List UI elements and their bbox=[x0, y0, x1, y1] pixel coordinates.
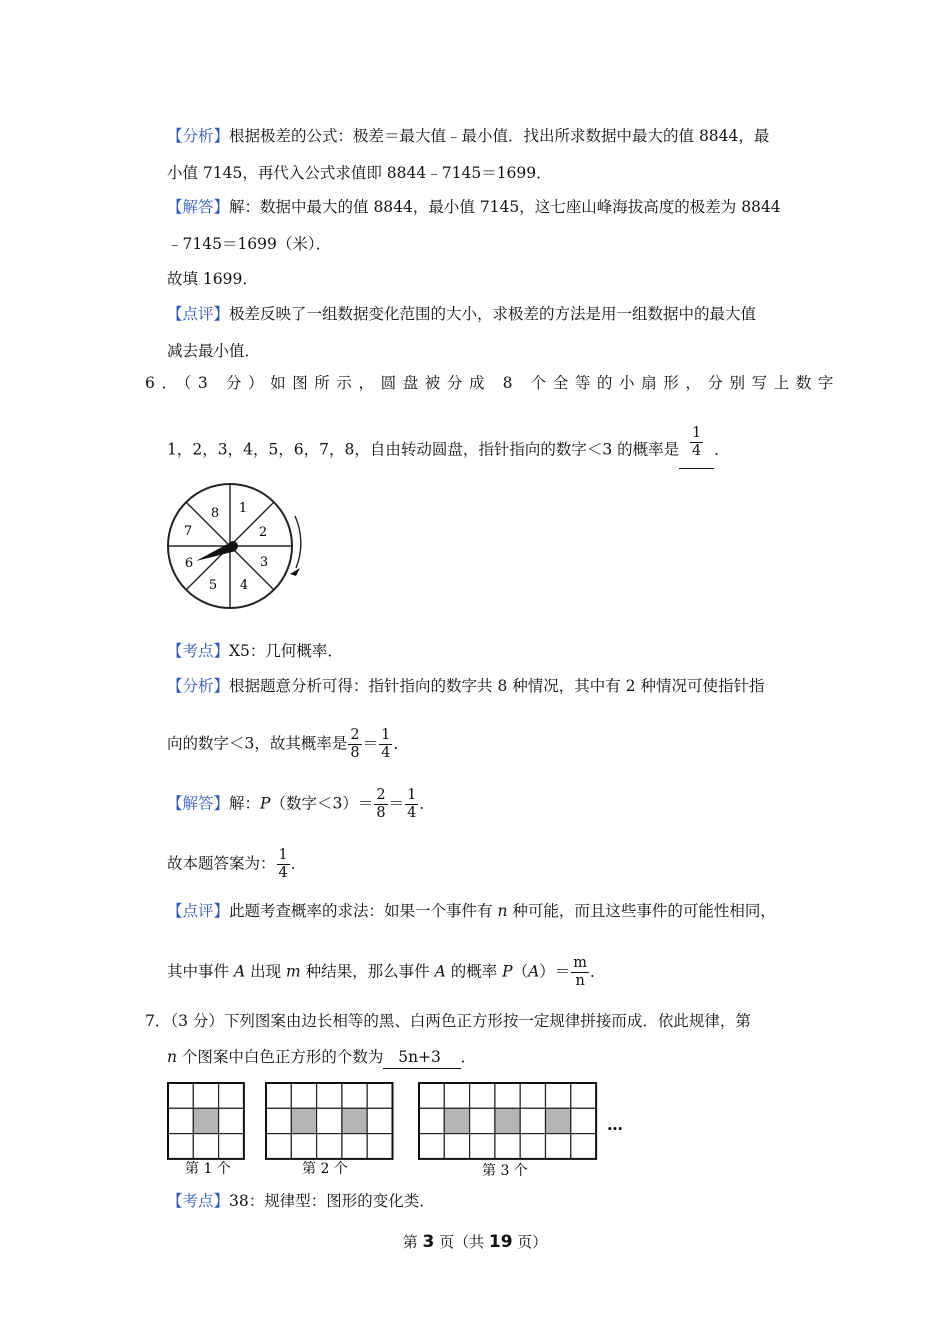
white-square bbox=[419, 1134, 444, 1159]
footer-text: 页） bbox=[512, 1233, 548, 1251]
fraction-denominator: n bbox=[575, 973, 585, 989]
white-square bbox=[546, 1134, 571, 1159]
white-square bbox=[317, 1108, 342, 1133]
q6-answer-blank bbox=[679, 425, 714, 469]
answer-text: 解： bbox=[229, 794, 261, 813]
spinner-number-5: 5 bbox=[208, 578, 218, 593]
white-square bbox=[444, 1083, 469, 1108]
white-square bbox=[571, 1108, 596, 1133]
pattern-figure-3 bbox=[419, 1083, 596, 1159]
fraction-numerator: 1 bbox=[278, 847, 288, 863]
spinner-number-2: 2 bbox=[258, 525, 268, 540]
answer-text: 解：数据中最大的值 8844，最小值 7145，这七座山峰海拔高度的极差为 8844 bbox=[229, 198, 781, 216]
fraction-1-4 bbox=[277, 847, 290, 882]
analysis-text: 根据极差的公式：极差＝最大值﹣最小值．找出所求数据中最大的值 8844，最 bbox=[229, 127, 770, 145]
q6-stem-line-1: 6．（3 分）如图所示，圆盘被分成 8 个全等的小扇形，分别写上数字 bbox=[145, 374, 841, 392]
white-square bbox=[367, 1083, 392, 1108]
pattern-figures bbox=[165, 1080, 635, 1185]
white-square bbox=[520, 1083, 545, 1108]
q7-answer: 5n+3 bbox=[398, 1048, 441, 1066]
variable-A: A bbox=[528, 962, 540, 981]
fraction-numerator: 1 bbox=[692, 425, 702, 441]
white-square bbox=[317, 1134, 342, 1159]
white-square bbox=[291, 1134, 316, 1159]
period: ． bbox=[290, 854, 307, 873]
answer-line-2: ﹣7145＝1699（米）． bbox=[167, 235, 332, 253]
q6-analysis-line bbox=[167, 675, 764, 697]
white-square bbox=[419, 1083, 444, 1108]
kaodian-tag: 【考点】 bbox=[167, 642, 230, 660]
q6-stem-line-2 bbox=[167, 425, 730, 469]
period: ． bbox=[393, 734, 409, 753]
period: ． bbox=[590, 962, 606, 981]
analysis-line-2: 小值 7145，再代入公式求值即 8844﹣7145＝1699． bbox=[167, 164, 552, 182]
spinner-number-3: 3 bbox=[259, 555, 269, 570]
gray-square bbox=[546, 1108, 571, 1133]
equals: ＝ bbox=[362, 734, 379, 753]
fraction-numerator: 1 bbox=[407, 787, 417, 803]
white-square bbox=[470, 1083, 495, 1108]
answer-tag: 【解答】 bbox=[167, 198, 230, 216]
white-square bbox=[470, 1108, 495, 1133]
equals: ＝ bbox=[388, 794, 405, 813]
white-square bbox=[219, 1108, 244, 1133]
comment-tag: 【点评】 bbox=[167, 305, 230, 323]
q7-end: ． bbox=[460, 1048, 477, 1066]
fraction-denominator: 4 bbox=[407, 805, 417, 821]
comment-text: （ bbox=[512, 962, 529, 981]
white-square bbox=[419, 1108, 444, 1133]
comment-text: 出现 bbox=[245, 962, 286, 981]
kaodian-tag: 【考点】 bbox=[167, 1192, 230, 1210]
analysis-line bbox=[167, 125, 769, 147]
fraction-denominator: 8 bbox=[350, 745, 360, 761]
figure-label-2: 第 2 个 bbox=[302, 1161, 348, 1177]
q6-conclusion-line bbox=[167, 847, 306, 882]
fraction-2-8 bbox=[374, 787, 387, 822]
fraction-1-4 bbox=[405, 787, 418, 822]
footer-text: 页（共 bbox=[434, 1233, 489, 1251]
gray-square bbox=[291, 1108, 316, 1133]
analysis-tag: 【分析】 bbox=[167, 677, 230, 695]
ellipsis: … bbox=[607, 1115, 623, 1134]
figure-label-3: 第 3 个 bbox=[482, 1163, 528, 1179]
kaodian-text: 38：规律型：图形的变化类． bbox=[229, 1192, 435, 1210]
white-square bbox=[546, 1083, 571, 1108]
variable-A: A bbox=[434, 962, 446, 981]
comment-line bbox=[167, 303, 756, 325]
white-square bbox=[367, 1108, 392, 1133]
q6-analysis-line-2 bbox=[167, 727, 409, 762]
answer-text: （数字＜3）＝ bbox=[270, 794, 374, 813]
probability-symbol: P bbox=[502, 962, 513, 981]
spinner-number-4: 4 bbox=[239, 578, 249, 593]
page-footer bbox=[0, 1231, 950, 1252]
fraction-numerator: 2 bbox=[376, 787, 386, 803]
white-square bbox=[266, 1108, 291, 1133]
comment-text: ）＝ bbox=[539, 962, 571, 981]
q6-kaodian-line bbox=[167, 640, 343, 662]
pattern-figure-2 bbox=[266, 1083, 393, 1159]
fraction-denominator: 8 bbox=[376, 805, 386, 821]
white-square bbox=[193, 1083, 218, 1108]
q6-end: ． bbox=[714, 440, 730, 459]
rotation-arrowhead bbox=[290, 568, 300, 576]
variable-n: n bbox=[167, 1048, 177, 1066]
answer-tag: 【解答】 bbox=[167, 794, 230, 813]
white-square bbox=[342, 1083, 367, 1108]
variable-A: A bbox=[233, 962, 246, 981]
fraction-numerator: 2 bbox=[350, 727, 360, 743]
fraction-denominator: 4 bbox=[381, 745, 391, 761]
gray-square bbox=[495, 1108, 520, 1133]
white-square bbox=[520, 1134, 545, 1159]
probability-symbol: P bbox=[260, 794, 271, 813]
variable-n: n bbox=[497, 902, 508, 920]
comment-text: 此题考查概率的求法：如果一个事件有 bbox=[229, 902, 498, 920]
white-square bbox=[470, 1134, 495, 1159]
q6-answer-line bbox=[167, 787, 435, 822]
white-square bbox=[444, 1134, 469, 1159]
q6-comment-line bbox=[167, 900, 776, 922]
comment-text: 种可能，而且这些事件的可能性相同， bbox=[507, 902, 776, 920]
analysis-text: 向的数字＜3，故其概率是 bbox=[167, 734, 348, 753]
white-square bbox=[219, 1083, 244, 1108]
white-square bbox=[367, 1134, 392, 1159]
white-square bbox=[168, 1108, 193, 1133]
spinner-pivot bbox=[228, 541, 238, 551]
fraction-denominator: 4 bbox=[692, 443, 702, 459]
comment-line-2: 减去最小值． bbox=[167, 342, 261, 360]
variable-m: m bbox=[286, 962, 301, 981]
figure-label-1: 第 1 个 bbox=[185, 1161, 231, 1177]
fraction-m-n bbox=[571, 955, 589, 990]
q7-stem-line-1: 7．（3 分）下列图案由边长相等的黑、白两色正方形按一定规律拼接而成．依此规律，第 bbox=[145, 1012, 751, 1030]
white-square bbox=[495, 1083, 520, 1108]
white-square bbox=[219, 1134, 244, 1159]
q7-stem-text: 个图案中白色正方形的个数为 bbox=[176, 1048, 384, 1066]
spinner-figure bbox=[163, 478, 313, 613]
analysis-text: 根据题意分析可得：指针指向的数字共 8 种情况，其中有 2 种情况可使指针指 bbox=[229, 677, 765, 695]
q7-answer-blank bbox=[383, 1046, 460, 1069]
white-square bbox=[571, 1134, 596, 1159]
white-square bbox=[168, 1134, 193, 1159]
fill-line: 故填 1699． bbox=[167, 270, 258, 288]
spinner-number-7: 7 bbox=[183, 524, 193, 539]
q6-comment-line-2 bbox=[167, 955, 606, 990]
comment-text: 的概率 bbox=[445, 962, 503, 981]
total-pages: 19 bbox=[488, 1232, 513, 1252]
conclusion-text: 故本题答案为： bbox=[167, 854, 276, 873]
pattern-figure-1 bbox=[168, 1083, 244, 1159]
spinner-number-6: 6 bbox=[184, 556, 194, 571]
white-square bbox=[342, 1134, 367, 1159]
fraction-denominator: 4 bbox=[278, 865, 288, 881]
white-square bbox=[266, 1083, 291, 1108]
spinner-number-1: 1 bbox=[238, 501, 248, 516]
comment-text: 其中事件 bbox=[167, 962, 234, 981]
white-square bbox=[193, 1134, 218, 1159]
white-square bbox=[317, 1083, 342, 1108]
q7-stem-line-2 bbox=[167, 1046, 476, 1069]
comment-text: 极差反映了一组数据变化范围的大小，求极差的方法是用一组数据中的最大值 bbox=[229, 305, 757, 323]
period: ． bbox=[419, 794, 435, 813]
white-square bbox=[266, 1134, 291, 1159]
white-square bbox=[168, 1083, 193, 1108]
gray-square bbox=[444, 1108, 469, 1133]
rotation-arrow bbox=[295, 516, 301, 568]
footer-text: 第 bbox=[402, 1233, 423, 1251]
fraction-numerator: m bbox=[573, 955, 588, 971]
comment-text: 种结果，那么事件 bbox=[300, 962, 435, 981]
spinner-number-8: 8 bbox=[210, 506, 220, 521]
q6-stem-text: 1，2，3，4，5，6，7，8，自由转动圆盘，指针指向的数字＜3 的概率是 bbox=[167, 440, 680, 459]
white-square bbox=[520, 1108, 545, 1133]
fraction-numerator: 1 bbox=[381, 727, 391, 743]
gray-square bbox=[193, 1108, 218, 1133]
page-number: 3 bbox=[422, 1232, 435, 1252]
white-square bbox=[291, 1083, 316, 1108]
fraction-1-4 bbox=[379, 727, 392, 762]
q7-kaodian-line bbox=[167, 1190, 435, 1212]
white-square bbox=[571, 1083, 596, 1108]
gray-square bbox=[342, 1108, 367, 1133]
q6-answer-fraction bbox=[690, 425, 703, 460]
white-square bbox=[495, 1134, 520, 1159]
comment-tag: 【点评】 bbox=[167, 902, 230, 920]
kaodian-text: X5：几何概率． bbox=[229, 642, 343, 660]
analysis-tag: 【分析】 bbox=[167, 127, 230, 145]
answer-line bbox=[167, 196, 781, 218]
fraction-2-8 bbox=[348, 727, 361, 762]
